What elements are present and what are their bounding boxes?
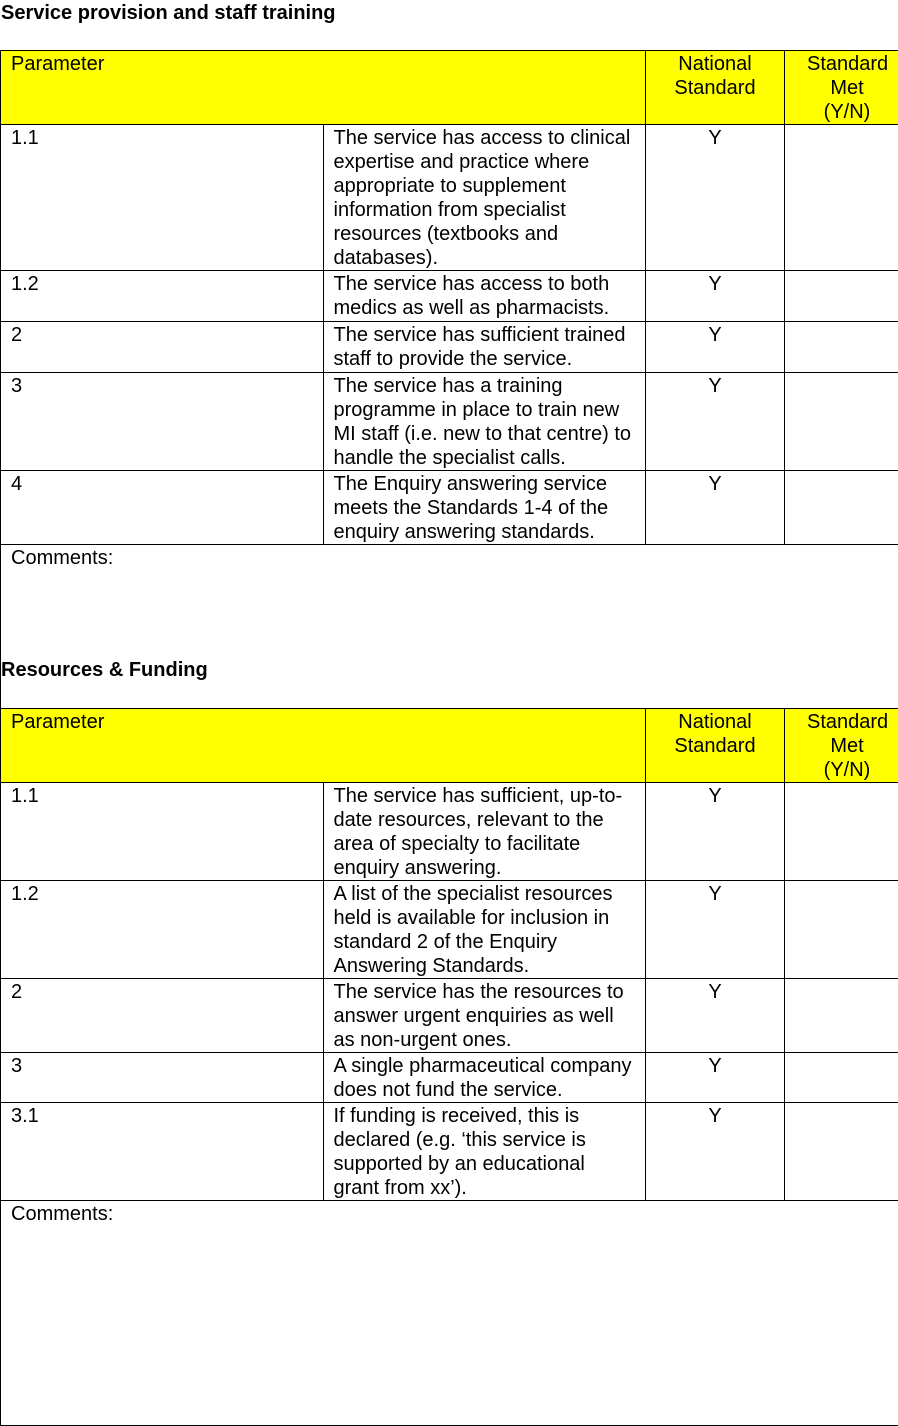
table-row [1,1053,898,1103]
row-standard-met-cell[interactable] [785,373,898,471]
row-standard-met-cell[interactable] [785,271,898,322]
row-national-standard: Y [646,271,785,322]
table-header-row [1,51,898,125]
row-number: 1.1 [1,125,324,271]
row-national-standard: Y [646,1103,785,1201]
resources-funding-table [0,708,898,1426]
header-standard-met [785,709,898,783]
row-standard-met-cell[interactable] [785,471,898,545]
table-row [1,271,898,322]
header-standard-met-label: Standard Met (Y/N) [807,52,887,124]
header-parameter: Parameter [1,709,646,783]
table-row [1,881,898,979]
row-number: 1.1 [1,783,324,881]
table-row [1,1103,898,1201]
section-title-resources-funding: Resources & Funding [1,659,208,682]
row-description: The service has a training programme in place to train new MI staff (i.e. new to that centre) to handle the specialist calls. [323,373,646,471]
comments-field[interactable] [1,1201,898,1426]
row-national-standard: Y [646,125,785,271]
row-standard-met-cell[interactable] [785,125,898,271]
row-national-standard: Y [646,783,785,881]
table-row [1,125,898,271]
header-parameter: Parameter [1,51,646,125]
table-row [1,373,898,471]
header-standard-met [785,51,898,125]
row-national-standard: Y [646,979,785,1053]
header-standard-met-label: Standard Met (Y/N) [807,710,887,782]
row-number: 3.1 [1,1103,324,1201]
row-standard-met-cell[interactable] [785,783,898,881]
table-row [1,471,898,545]
row-description: If funding is received, this is declared (e.g. ‘this service is supported by an educational grant from xx’). [323,1103,646,1201]
row-standard-met-cell[interactable] [785,881,898,979]
row-description: A list of the specialist resources held is available for inclusion in standard 2 of the Enquiry Answering Standards. [323,881,646,979]
comments-label: Comments: [11,1203,113,1225]
section-title-staff-training: Service provision and staff training [1,2,336,25]
comments-label: Comments: [11,547,113,569]
row-national-standard: Y [646,881,785,979]
row-description: The service has access to both medics as well as pharmacists. [323,271,646,322]
row-number: 2 [1,979,324,1053]
row-standard-met-cell[interactable] [785,1103,898,1201]
row-description: The service has sufficient, up-to-date resources, relevant to the area of specialty to facilitate enquiry answering. [323,783,646,881]
row-standard-met-cell[interactable] [785,322,898,373]
row-description: The service has access to clinical expertise and practice where appropriate to supplement information from specialist resources (textbooks and databases). [323,125,646,271]
comments-row [1,1201,898,1426]
row-description: A single pharmaceutical company does not fund the service. [323,1053,646,1103]
table-row [1,322,898,373]
header-national-standard: National Standard [646,51,785,125]
table-header-row [1,709,898,783]
row-national-standard: Y [646,322,785,373]
row-standard-met-cell[interactable] [785,979,898,1053]
row-national-standard: Y [646,471,785,545]
row-number: 1.2 [1,881,324,979]
row-number: 3 [1,373,324,471]
row-standard-met-cell[interactable] [785,1053,898,1103]
row-description: The service has sufficient trained staff to provide the service. [323,322,646,373]
header-national-standard: National Standard [646,709,785,783]
row-number: 2 [1,322,324,373]
row-description: The Enquiry answering service meets the Standards 1-4 of the enquiry answering standards. [323,471,646,545]
row-number: 3 [1,1053,324,1103]
row-number: 4 [1,471,324,545]
row-national-standard: Y [646,1053,785,1103]
row-number: 1.2 [1,271,324,322]
row-description: The service has the resources to answer urgent enquiries as well as non-urgent ones. [323,979,646,1053]
table-row [1,979,898,1053]
table-row [1,783,898,881]
row-national-standard: Y [646,373,785,471]
